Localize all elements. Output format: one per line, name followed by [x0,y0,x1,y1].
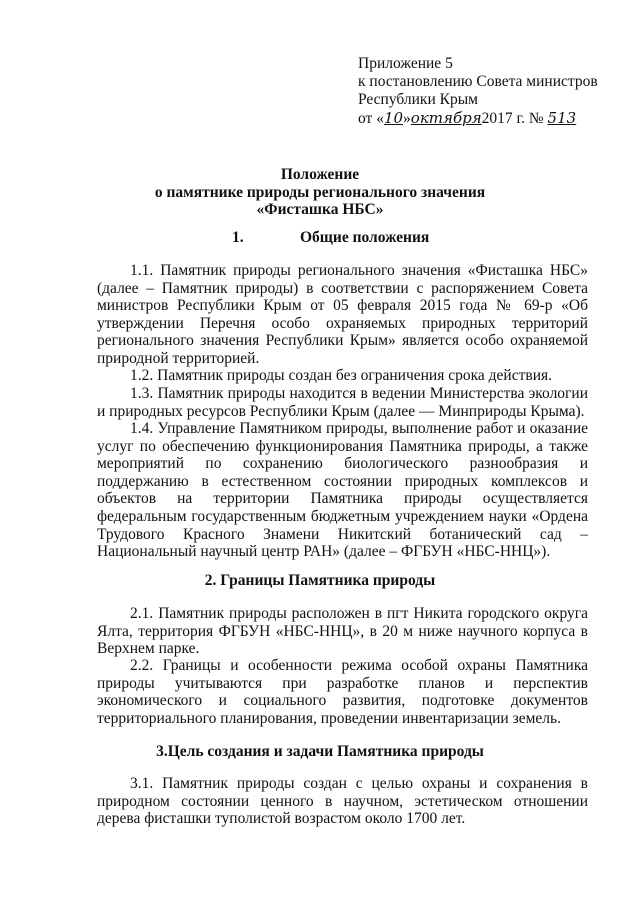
date-month-handwritten: октября [410,109,482,127]
appendix-date-line [358,109,598,128]
paragraph-1-2: 1.2. Памятник природы создан без ограничения срока действия. [130,367,552,384]
paragraph-1-4: 1.4. Управление Памятником природы, выполнение работ и оказание услуг по обеспечению функционирования Памятника природы, а также мероприятий по сохранению биологического разнообразия и поддержанию в естественном состоянии природных комплексов и объектов на территории Памятника природы осуществляется федеральным государственным бюджетным учреждением науки «Ордена Трудового Красного Знамени Никитский ботанический сад – Национальный научный центр РАН» (далее – ФГБУН «НБС-ННЦ»). [97,420,588,561]
decree-number-handwritten: 513 [547,109,577,127]
paragraph-1-3: 1.3. Памятник природы находится в ведении Министерства экологии и природных ресурсов Республики Крым (далее — Минприроды Крыма). [97,385,588,420]
appendix-line-2: к постановлению Совета министров [358,73,598,90]
section-1-number: 1. [232,229,244,246]
paragraph-3-1: 3.1. Памятник природы создан с целью охраны и сохранения в природном состоянии ценного в научном, эстетическом отношении дерева фисташки туполистой возрастом около 1700 лет. [97,775,588,828]
section-3-heading: 3.Цель создания и задачи Памятника природы [156,743,484,760]
document-title [0,166,640,219]
date-mid: » [403,110,411,127]
paragraph-2-1: 2.1. Памятник природы расположен в пгт Никита городского округа Ялта, территория ФГБУН «НБС-ННЦ», в 20 м ниже научного корпуса в Верхнем парке. [97,605,588,658]
title-line-2: о памятнике природы регионального значения [154,183,486,201]
appendix-line-3: Республики Крым [358,91,478,108]
title-line-3: «Фисташка НБС» [256,201,384,218]
section-1-title: Общие положения [300,229,430,246]
section-2-heading: 2. Границы Памятника природы [204,572,436,589]
date-prefix: от « [358,110,384,127]
date-day-handwritten: 10 [383,109,404,127]
date-year: 2017 г. № [481,110,544,127]
title-line-1: Положение [280,166,360,183]
appendix-line-1: Приложение 5 [358,55,453,72]
appendix-block [358,55,598,128]
paragraph-2-2: 2.2. Границы и особенности режима особой охраны Памятника природы учитываются при разработке планов и перспектив экономического и социального развития, подготовке документов территориального планирования, проведении инвентаризации земель. [97,657,588,727]
paragraph-1-1: 1.1. Памятник природы регионального значения «Фисташка НБС» (далее – Памятник природы) в соответствии с распоряжением Совета министров Республики Крым от 05 февраля 2015 года № 69-р «Об утверждении Перечня особо охраняемых природных территорий регионального значения Республики Крым» является особо охраняемой природной территорией. [97,262,588,367]
